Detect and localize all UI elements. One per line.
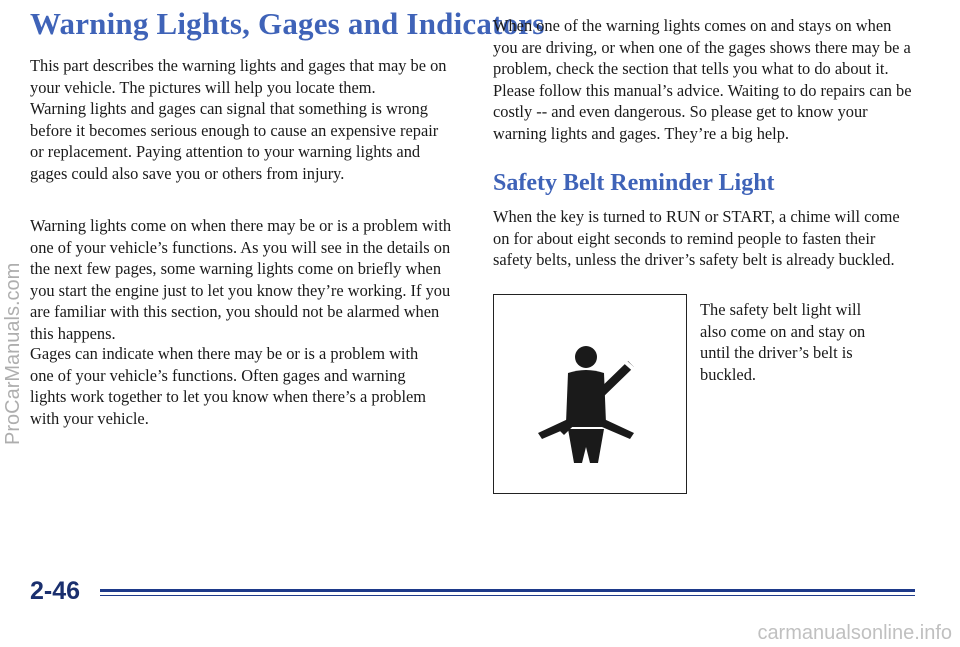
figure-caption: The safety belt light will also come on and stay on until the driver’s belt is buckled. [700,300,866,384]
page-number: 2-46 [30,577,81,605]
gages-paragraph: Gages can indicate when there may be or is a problem with one of your vehicle’s functions. Often gages and warning lights work together to let you know when there’s a problem with your vehicle. [30,344,427,428]
safety-belt-figure [493,294,687,494]
watermark: ProCarManuals.com [2,262,24,445]
footer-rule [100,589,915,592]
safety-belt-icon [494,295,688,495]
footer-site-watermark: carmanualsonline.info [757,622,952,644]
section-heading: Safety Belt Reminder Light [493,170,775,196]
intro-paragraph: This part describes the warning lights and gages that may be on your vehicle. The pictures will help you locate them. [30,56,447,97]
warning-paragraph: Warning lights and gages can signal that something is wrong before it becomes serious enough to cause an expensive repair or replacement. Paying attention to your warning lights and gages could also save you or others from injury. [30,99,439,183]
advice-paragraph: When one of the warning lights comes on and stays on when you are driving, or when one of the gages shows there may be a problem, check the section that tells you what to do about it. Please follow this manual’s advice. Waiting to do repairs can be costly -- and even dangerous. So please get to know your warning lights and gages. They’re a big help. [493,16,912,143]
warning-lights-paragraph: Warning lights come on when there may be or is a problem with one of your vehicle’s functions. As you will see in the details on the next few pages, some warning lights come on briefly when you start the engine just to let you know they’re working. If you are familiar with this section, you should not be alarmed when this happens. [30,216,452,343]
safety-belt-paragraph: When the key is turned to RUN or START, a chime will come on for about eight seconds to remind people to fasten their safety belts, unless the driver’s safety belt is already buckled. [493,207,900,269]
footer-rule-thin [100,595,915,596]
page-title: Warning Lights, Gages and Indicators [30,6,545,41]
